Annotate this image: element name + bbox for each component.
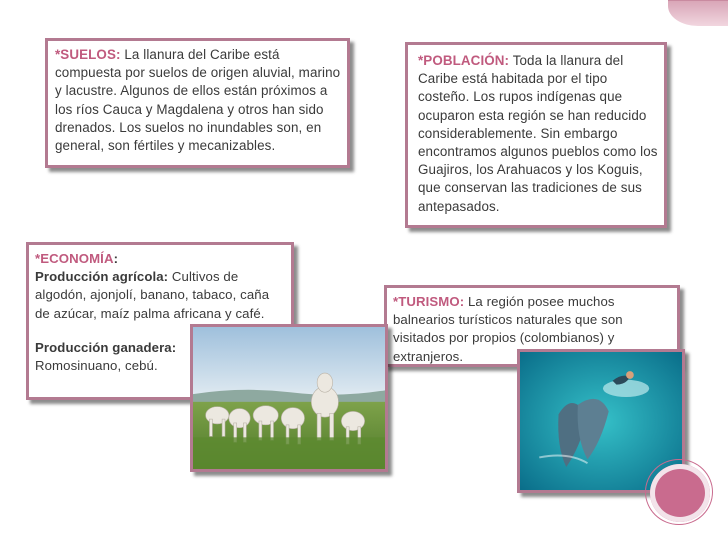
suelos-text: La llanura del Caribe está compuesta por suelos de origen aluvial, marino y lacustre. Algunos de ellos están próximos a los ríos Cauca y Magdalena y otros han sido drenados. Los suelos no inundables son, en general, son fértiles y mecanizables.: [55, 47, 341, 154]
cattle-image: [193, 327, 385, 469]
poblacion-text: Toda la llanura del Caribe está habitada por el tipo costeño. Los rupos indígenas que ocuparon esta región se han reducido considerablemente. Sin embargo encontramos algunos pueblos como los Guajiros, los Arahuacos y los Koguis, que conservan las tradiciones de sus antepasados.: [418, 53, 658, 214]
turismo-label: *TURISMO:: [393, 294, 465, 309]
ganadera-label: Producción ganadera:: [35, 339, 177, 355]
economia-label: *ECONOMÍA: [35, 251, 114, 266]
poblacion-box: [405, 42, 667, 228]
suelos-box: [45, 38, 350, 168]
economia-label-colon: :: [113, 251, 119, 266]
agricola-text: Cultivos de algodón, ajonjolí, banano, tabaco, caña de azúcar, maíz palma africana y café.: [35, 269, 270, 321]
corner-line: [668, 0, 728, 1]
poblacion-paragraph: [418, 52, 658, 216]
economia-heading: [35, 250, 287, 268]
corner-decoration: [668, 0, 728, 26]
agricola-label: Producción agrícola:: [35, 269, 169, 285]
agricola-paragraph: [35, 268, 287, 323]
turismo-text: La región posee muchos balnearios turísticos naturales que son visitados por propios (colombianos) y extranjeros.: [393, 294, 623, 364]
suelos-label: *SUELOS:: [55, 47, 121, 62]
decorative-circle: [650, 464, 710, 522]
ganadera-text: Romosinuano, cebú.: [35, 358, 158, 374]
cattle-photo: [190, 324, 388, 472]
poblacion-label: *POBLACIÓN:: [418, 53, 510, 68]
suelos-paragraph: [55, 46, 341, 155]
